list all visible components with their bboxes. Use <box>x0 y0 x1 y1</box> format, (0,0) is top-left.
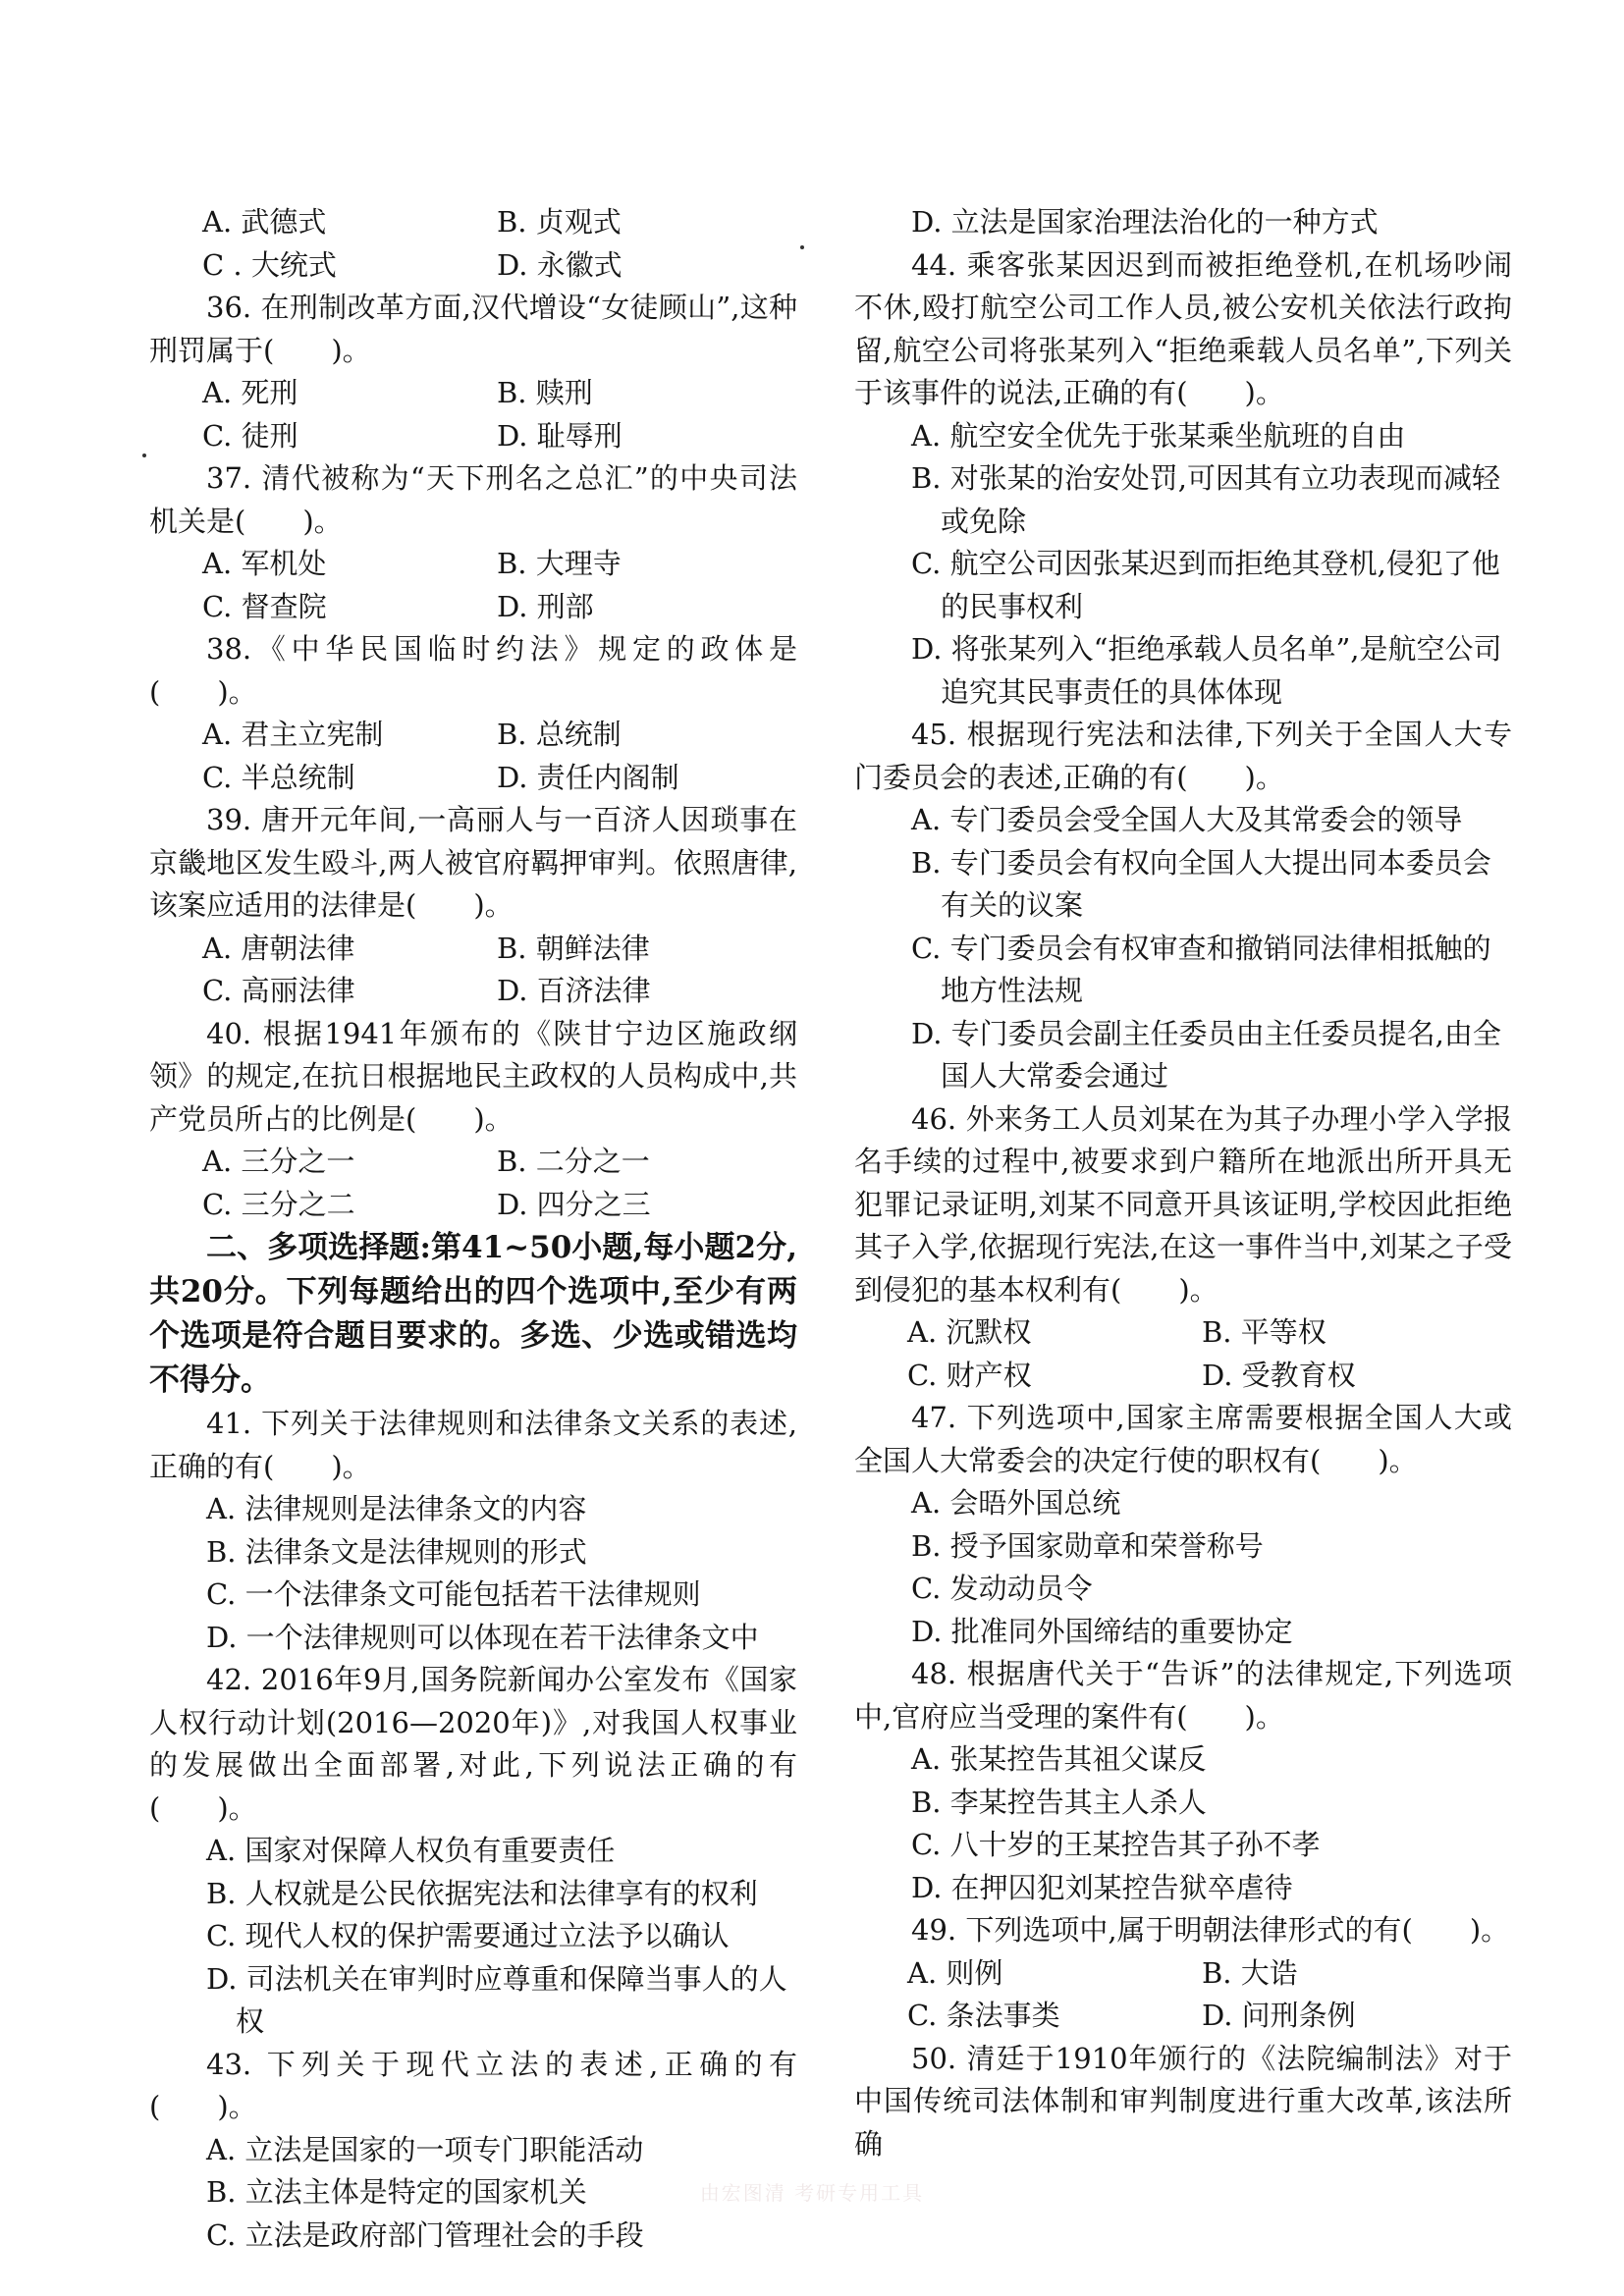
q49-options-row1: A. 则例 B. 大诰 <box>907 1955 1298 1990</box>
q48-stem: 48. 根据唐代关于“告诉”的法律规定,下列选项中,官府应当受理的案件有( )。 <box>854 1657 1512 1734</box>
q44-stem: 44. 乘客张某因迟到而被拒绝登机,在机场吵闹不休,殴打航空公司工作人员,被公安机关依法行政拘留,航空公司将张某列入“拒绝乘载人员名单”,下列关于该事件的说法,正确的有( )。 <box>854 247 1512 409</box>
q41-stem: 41. 下列关于法律规则和法律条文关系的表述,正确的有( )。 <box>149 1407 797 1483</box>
q42-stem: 42. 2016年9月,国务院新闻办公室发布《国家人权行动计划(2016—2020年)》,对我国人权事业的发展做出全面部署,对此,下列说法正确的有( )。 <box>149 1663 797 1825</box>
q47-option-b: B. 授予国家勋章和荣誉称号 <box>911 1528 1264 1563</box>
q42-option-a: A. 国家对保障人权负有重要责任 <box>206 1834 616 1867</box>
q46-options-row2: C. 财产权 D. 受教育权 <box>907 1358 1356 1392</box>
q37-stem: 37. 清代被称为“天下刑名之总汇”的中央司法机关是( )。 <box>149 461 797 538</box>
q48-option-b: B. 李某控告其主人杀人 <box>911 1785 1207 1819</box>
q43-stem: 43. 下列关于现代立法的表述,正确的有( )。 <box>149 2047 797 2123</box>
q44-option-b: B. 对张某的治安处罚,可因其有立功表现而减轻或免除 <box>911 461 1500 538</box>
q37-options-row1: A. 军机处 B. 大理寺 <box>202 547 622 580</box>
q42-option-d: D. 司法机关在审判时应尊重和保障当事人的人权 <box>206 1961 787 2038</box>
q39-options-row1: A. 唐朝法律 B. 朝鲜法律 <box>202 931 650 965</box>
section-heading-multiple-choice: 二、多项选择题:第41~50小题,每小题2分,共20分。下列每题给出的四个选项中,至少有两个选项是符合题目要求的。多选、少选或错选均不得分。 <box>149 1230 797 1398</box>
q48-option-a: A. 张某控告其祖父谋反 <box>911 1742 1207 1776</box>
q46-options-row1: A. 沉默权 B. 平等权 <box>907 1315 1326 1349</box>
q38-options-row2: C. 半总统制 D. 责任内阁制 <box>202 760 679 794</box>
q40-options-row2: C. 三分之二 D. 四分之三 <box>202 1187 651 1221</box>
q44-option-a: A. 航空安全优先于张某乘坐航班的自由 <box>911 418 1406 453</box>
q37-options-row2: C. 督查院 D. 刑部 <box>202 589 594 623</box>
q41-option-c: C. 一个法律条文可能包括若干法律规则 <box>206 1577 701 1611</box>
q41-option-a: A. 法律规则是法律条文的内容 <box>206 1492 587 1525</box>
q47-option-c: C. 发动动员令 <box>911 1572 1093 1605</box>
q47-option-d: D. 批准同外国缔结的重要协定 <box>911 1614 1293 1648</box>
q45-option-b: B. 专门委员会有权向全国人大提出同本委员会有关的议案 <box>911 845 1491 922</box>
page-watermark: 由宏图清 考研专用工具 <box>699 2181 925 2205</box>
q45-option-d: D. 专门委员会副主任委员由主任委员提名,由全国人大常委会通过 <box>911 1016 1501 1093</box>
q48-option-c: C. 八十岁的王某控告其子孙不孝 <box>911 1828 1321 1861</box>
q35-options-row1: A. 武德式 B. 贞观式 <box>202 205 622 239</box>
q35-options-row2: C . 大统式 D. 永徽式 <box>202 247 623 282</box>
q47-option-a: A. 会晤外国总统 <box>911 1486 1121 1520</box>
q42-option-b: B. 人权就是公民依据宪法和法律享有的权利 <box>206 1876 758 1910</box>
q43-option-c: C. 立法是政府部门管理社会的手段 <box>206 2217 644 2252</box>
q38-options-row1: A. 君主立宪制 B. 总统制 <box>202 718 622 751</box>
q40-options-row1: A. 三分之一 B. 二分之一 <box>202 1145 650 1178</box>
q43-option-b: B. 立法主体是特定的国家机关 <box>206 2175 587 2209</box>
q45-option-c: C. 专门委员会有权审查和撤销同法律相抵触的地方性法规 <box>911 931 1491 1007</box>
q41-option-d: D. 一个法律规则可以体现在若干法律条文中 <box>206 1620 759 1654</box>
q43-option-a: A. 立法是国家的一项专门职能活动 <box>206 2132 644 2166</box>
q38-stem: 38.《中华民国临时约法》规定的政体是( )。 <box>149 632 797 709</box>
q48-option-d: D. 在押囚犯刘某控告狱卒虐待 <box>911 1870 1293 1904</box>
q45-option-a: A. 专门委员会受全国人大及其常委会的领导 <box>911 803 1463 836</box>
q39-stem: 39. 唐开元年间,一高丽人与一百济人因琐事在京畿地区发生殴斗,两人被官府羁押审判。依照唐律,该案应适用的法律是( )。 <box>149 803 797 922</box>
q40-stem: 40. 根据1941年颁布的《陕甘宁边区施政纲领》的规定,在抗日根据地民主政权的人员构成中,共产党员所占的比例是( )。 <box>149 1016 797 1136</box>
q45-stem: 45. 根据现行宪法和法律,下列关于全国人大专门委员会的表述,正确的有( )。 <box>854 718 1512 794</box>
scan-speck <box>142 454 146 457</box>
q49-options-row2: C. 条法事类 D. 问刑条例 <box>907 1999 1356 2032</box>
q36-options-row1: A. 死刑 B. 赎刑 <box>202 376 593 409</box>
q41-option-b: B. 法律条文是法律规则的形式 <box>206 1534 587 1569</box>
left-column <box>149 201 797 2257</box>
q39-options-row2: C. 高丽法律 D. 百济法律 <box>202 974 651 1007</box>
q49-stem: 49. 下列选项中,属于明朝法律形式的有( )。 <box>911 1913 1510 1947</box>
q42-option-c: C. 现代人权的保护需要通过立法予以确认 <box>206 1919 730 1952</box>
q47-stem: 47. 下列选项中,国家主席需要根据全国人大或全国人大常委会的决定行使的职权有( )。 <box>854 1401 1512 1477</box>
scan-speck <box>800 245 804 249</box>
q43-option-d: D. 立法是国家治理法治化的一种方式 <box>911 205 1379 239</box>
q50-stem: 50. 清廷于1910年颁行的《法院编制法》对于中国传统司法体制和审判制度进行重大改革,该法所确 <box>854 2041 1512 2161</box>
q44-option-c: C. 航空公司因张某迟到而拒绝其登机,侵犯了他的民事权利 <box>911 547 1500 623</box>
q46-stem: 46. 外来务工人员刘某在为其子办理小学入学报名手续的过程中,被要求到户籍所在地派出所开具无犯罪记录证明,刘某不同意开具该证明,学校因此拒绝其子入学,依据现行宪法,在这一事件当中,刘某之子受到侵犯的基本权利有( )。 <box>854 1101 1512 1307</box>
right-column <box>854 201 1512 2165</box>
q36-stem: 36. 在刑制改革方面,汉代增设“女徒顾山”,这种刑罚属于( )。 <box>149 291 797 367</box>
q36-options-row2: C. 徒刑 D. 耻辱刑 <box>202 418 623 453</box>
q44-option-d: D. 将张某列入“拒绝承载人员名单”,是航空公司追究其民事责任的具体体现 <box>911 632 1502 709</box>
